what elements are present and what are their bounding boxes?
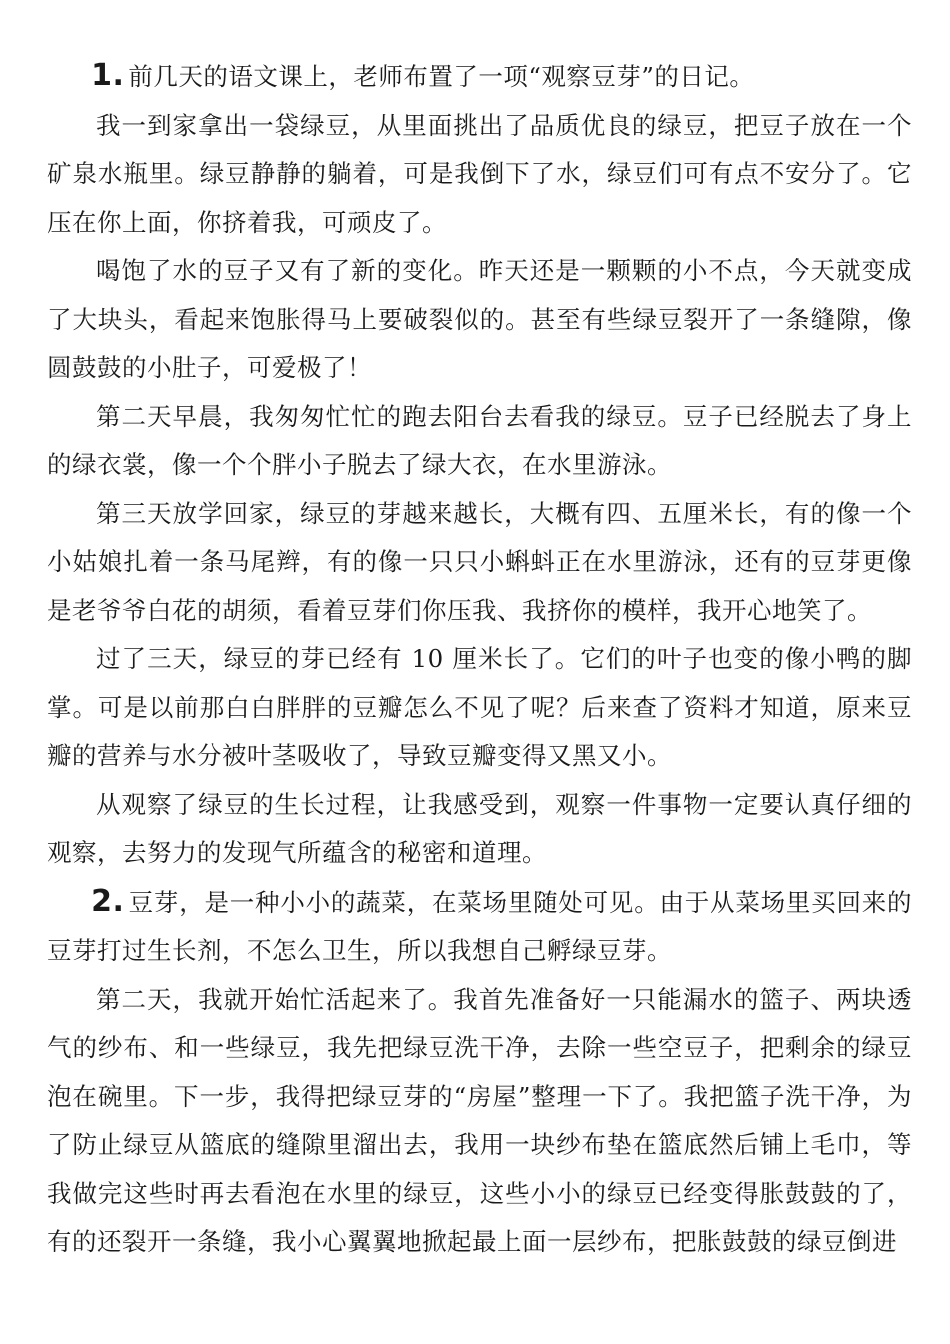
entry-2-intro: [47, 878, 912, 976]
entry-2-paragraph-1: 豆芽，是一种小小的蔬菜，在菜场里随处可见。由于从菜场里买回来的豆芽打过生长剂，不怎么卫生，所以我想自己孵绿豆芽。: [47, 887, 912, 965]
entry-1-intro: [47, 52, 912, 102]
entry-1-paragraph-2: 我一到家拿出一袋绿豆，从里面挑出了品质优良的绿豆，把豆子放在一个矿泉水瓶里。绿豆静静的躺着，可是我倒下了水，绿豆们可有点不安分了。它压在你上面，你挤着我，可顽皮了。: [47, 110, 912, 237]
entry-2-number: 2.: [91, 883, 125, 919]
entry-1-paragraph-5: 第三天放学回家，绿豆的芽越来越长，大概有四、五厘米长，有的像一个小姑娘扎着一条马尾辫，有的像一只只小蝌蚪正在水里游泳，还有的豆芽更像是老爷爷白花的胡须，看着豆芽们你压我、我挤你的模样，我开心地笑了。: [47, 498, 912, 625]
document-page: [47, 52, 912, 1267]
entry-1-paragraph-3: 喝饱了水的豆子又有了新的变化。昨天还是一颗颗的小不点，今天就变成了大块头，看起来饱胀得马上要破裂似的。甚至有些绿豆裂开了一条缝隙，像圆鼓鼓的小肚子，可爱极了！: [47, 256, 912, 382]
entry-1-number: 1.: [91, 58, 125, 93]
entry-1-paragraph-6: 过了三天，绿豆的芽已经有 10 厘米长了。它们的叶子也变的像小鸭的脚掌。可是以前那白白胖胖的豆瓣怎么不见了呢？后来查了资料才知道，原来豆瓣的营养与水分被叶茎吸收了，导致豆瓣变得又黑又小。: [47, 644, 912, 770]
entry-1-paragraph-4: 第二天早晨，我匆匆忙忙的跑去阳台去看我的绿豆。豆子已经脱去了身上的绿衣裳，像一个个胖小子脱去了绿大衣，在水里游泳。: [47, 401, 912, 479]
entry-1-paragraph-7: 从观察了绿豆的生长过程，让我感受到，观察一件事物一定要认真仔细的观察，去努力的发现气所蕴含的秘密和道理。: [47, 789, 912, 867]
entry-1-paragraph-1: 前几天的语文课上，老师布置了一项“观察豆芽”的日记。: [128, 62, 755, 91]
entry-2-paragraph-2: 第二天，我就开始忙活起来了。我首先准备好一只能漏水的篮子、两块透气的纱布、和一些绿豆，我先把绿豆洗干净，去除一些空豆子，把剩余的绿豆泡在碗里。下一步，我得把绿豆芽的“房屋”整理一下了。我把篮子洗干净，为了防止绿豆从篮底的缝隙里溜出去，我用一块纱布垫在篮底然后铺上毛巾，等我做完这些时再去看泡在水里的绿豆，这些小小的绿豆已经变得胀鼓鼓的了，有的还裂开一条缝，我小心翼翼地掀起最上面一层纱布，把胀鼓鼓的绿豆倒进: [47, 984, 912, 1256]
